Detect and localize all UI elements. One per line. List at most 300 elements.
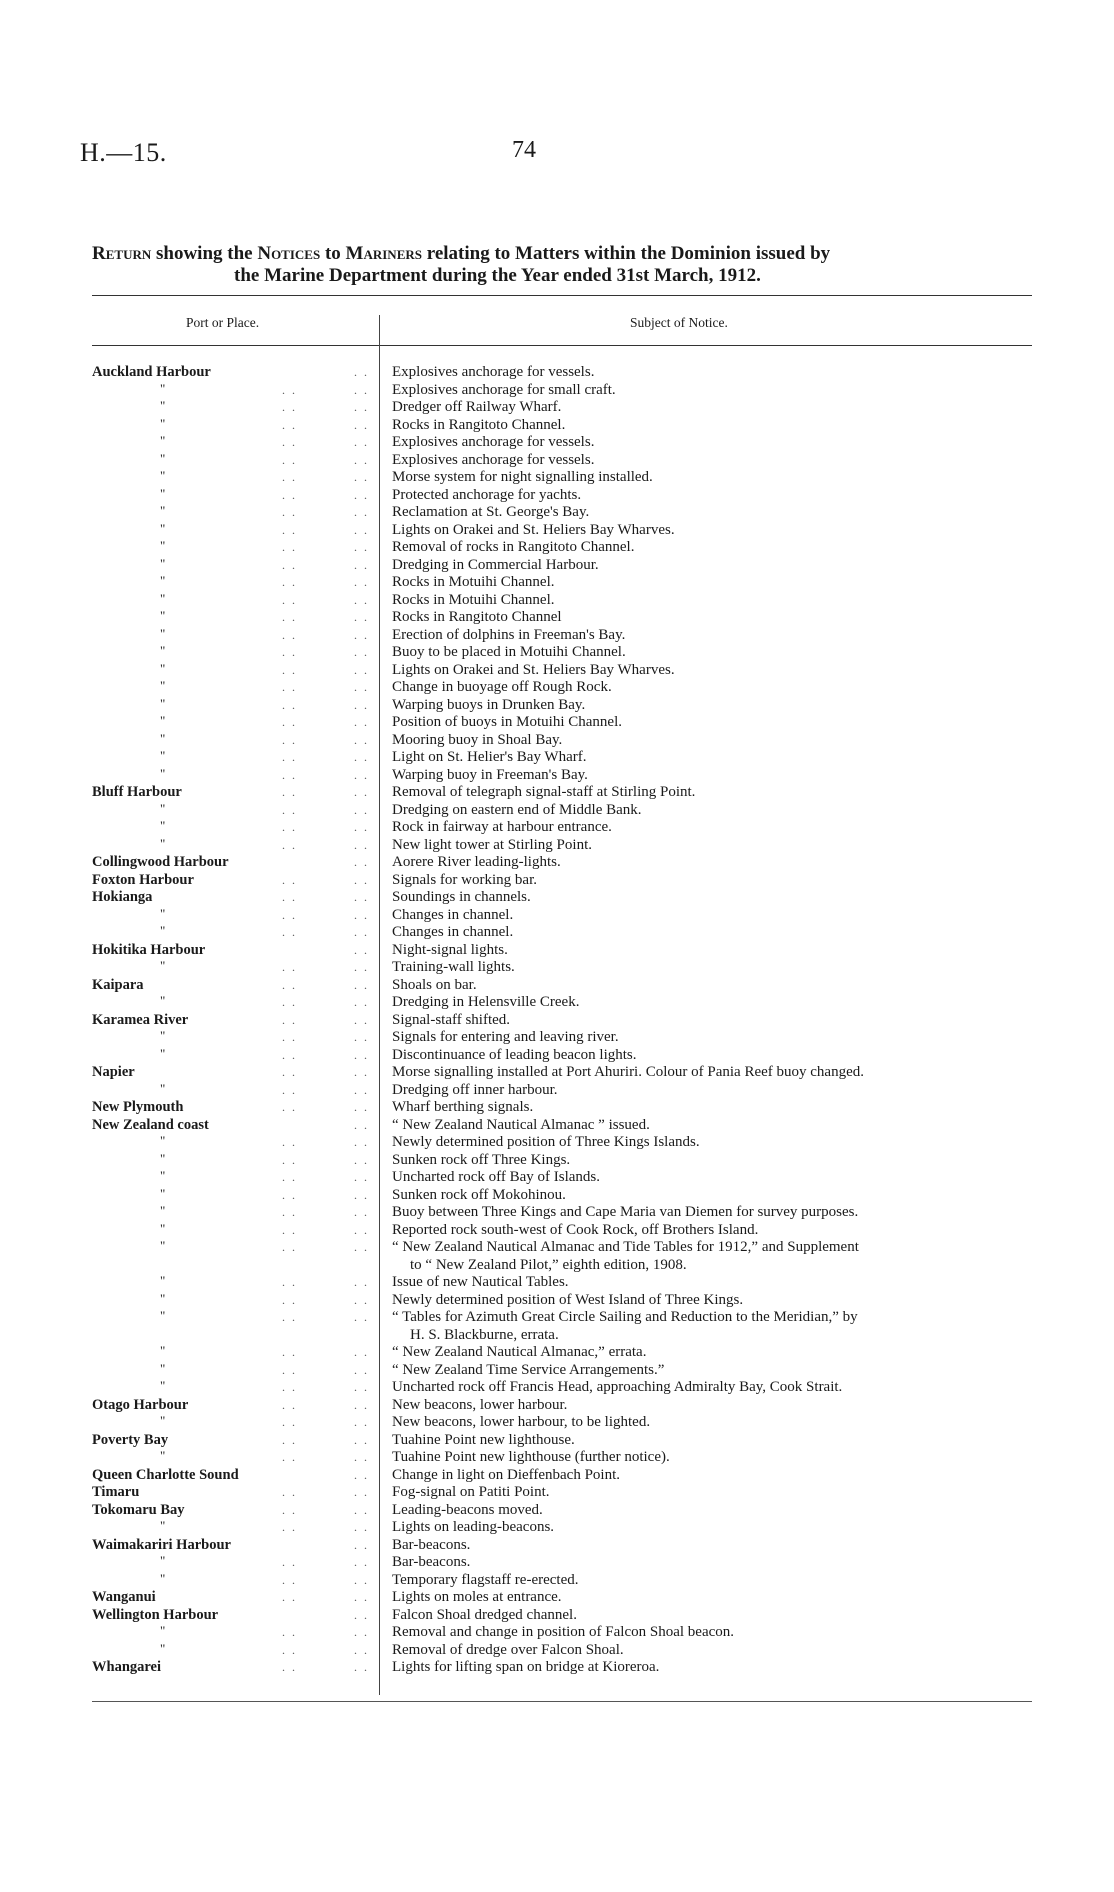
subject-of-notice xyxy=(392,1519,554,1537)
title-line-2: the Marine Department during the Year ended 31st March, 1912. xyxy=(234,265,761,286)
leader-dots: . . xyxy=(354,1047,369,1062)
ditto-mark: " xyxy=(160,1080,166,1096)
port-name: New Zealand coast xyxy=(92,1116,209,1133)
table-row xyxy=(92,749,1032,767)
ditto-mark: " xyxy=(160,1185,166,1201)
table-row xyxy=(92,1344,1032,1362)
ditto-mark: " xyxy=(160,555,166,571)
leader-dots: . . xyxy=(354,1345,369,1359)
table-row xyxy=(92,1029,1032,1047)
subject-continuation: to “ New Zealand Pilot,” eighth edition, 1908. xyxy=(410,1256,687,1273)
ditto-mark: " xyxy=(160,1413,166,1428)
ditto-mark: " xyxy=(160,1360,166,1376)
ditto-mark: " xyxy=(160,433,166,448)
port-name: Napier xyxy=(92,1064,135,1080)
leader-dots: . . xyxy=(354,1362,369,1377)
ditto-mark: " xyxy=(160,835,166,851)
table-row xyxy=(92,364,1032,382)
subject-of-notice xyxy=(392,487,581,505)
table-row xyxy=(92,1152,1032,1170)
leader-dots: . . xyxy=(282,1012,297,1027)
table-row xyxy=(92,1537,1032,1555)
leader-dots: . . xyxy=(282,522,297,537)
subject-text: Lights on moles at entrance. xyxy=(392,1589,562,1605)
table-row xyxy=(92,557,1032,575)
subject-text: Signals for working bar. xyxy=(392,871,537,888)
ditto-mark: " xyxy=(160,818,166,833)
leader-dots: . . xyxy=(282,977,297,992)
subject-of-notice xyxy=(392,1607,577,1625)
subject-text: Tuahine Point new lighthouse (further notice). xyxy=(392,1449,670,1465)
table-row xyxy=(92,1239,1032,1274)
ditto-mark: " xyxy=(160,1570,166,1586)
subject-text: New beacons, lower harbour, to be lighted. xyxy=(392,1414,651,1430)
subject-text: Rocks in Motuihi Channel. xyxy=(392,574,555,590)
leader-dots: . . xyxy=(354,767,369,782)
subject-text: Removal of telegraph signal-staff at Stirling Point. xyxy=(392,784,696,800)
leader-dots: . . xyxy=(282,435,297,449)
leader-dots: . . xyxy=(354,1450,369,1464)
leader-dots: . . xyxy=(282,1625,297,1639)
leader-dots: . . xyxy=(282,557,297,572)
port-name: New Plymouth xyxy=(92,1099,184,1115)
table-row xyxy=(92,1572,1032,1590)
table-row xyxy=(92,924,1032,942)
table-row xyxy=(92,994,1032,1012)
leader-dots: . . xyxy=(282,1520,297,1534)
subject-text: “ New Zealand Time Service Arrangements.” xyxy=(392,1361,665,1378)
subject-text: Signals for entering and leaving river. xyxy=(392,1029,619,1045)
leader-dots: . . xyxy=(354,627,369,642)
leader-dots: . . xyxy=(354,1537,369,1552)
ditto-mark: " xyxy=(160,1273,166,1288)
table-row xyxy=(92,1484,1032,1502)
leader-dots: . . xyxy=(354,470,369,484)
leader-dots: . . xyxy=(354,1222,369,1237)
leader-dots: . . xyxy=(354,1240,369,1254)
table-row xyxy=(92,697,1032,715)
table-row xyxy=(92,1187,1032,1205)
subject-of-notice xyxy=(392,1064,864,1082)
port-name: Collingwood Harbour xyxy=(92,854,229,870)
leader-dots: . . xyxy=(282,1240,297,1254)
leader-dots: . . xyxy=(354,1520,369,1534)
leader-dots: . . xyxy=(354,750,369,764)
subject-of-notice xyxy=(392,1169,600,1187)
leader-dots: . . xyxy=(354,1415,369,1429)
leader-dots: . . xyxy=(354,540,369,554)
subject-of-notice xyxy=(392,1362,664,1380)
subject-text: Rocks in Rangitoto Channel xyxy=(392,609,562,625)
table-row xyxy=(92,1274,1032,1292)
subject-of-notice xyxy=(392,889,531,907)
port-name: Queen Charlotte Sound xyxy=(92,1466,239,1483)
leader-dots: . . xyxy=(354,365,369,379)
leader-dots: . . xyxy=(354,960,369,974)
table-row xyxy=(92,574,1032,592)
leader-dots: . . xyxy=(282,610,297,624)
subject-text: “ New Zealand Nautical Almanac ” issued. xyxy=(392,1116,650,1133)
leader-dots: . . xyxy=(282,767,297,782)
subject-text: New light tower at Stirling Point. xyxy=(392,836,592,853)
leader-dots: . . xyxy=(282,1275,297,1289)
subject-text: Warping buoy in Freeman's Bay. xyxy=(392,766,588,783)
title-word-mariners: Mariners xyxy=(345,243,422,264)
leader-dots: . . xyxy=(354,645,369,659)
subject-of-notice xyxy=(392,382,616,400)
ditto-mark: " xyxy=(160,398,166,413)
table-row xyxy=(92,1012,1032,1030)
leader-dots: . . xyxy=(354,417,369,432)
leader-dots: . . xyxy=(354,925,369,939)
subject-text: Warping buoys in Drunken Bay. xyxy=(392,696,586,713)
table-row xyxy=(92,977,1032,995)
leader-dots: . . xyxy=(282,1135,297,1149)
subject-of-notice xyxy=(392,1537,470,1555)
subject-text: Soundings in channels. xyxy=(392,889,531,905)
port-name: Hokitika Harbour xyxy=(92,941,206,958)
subject-text: Removal of dredge over Falcon Shoal. xyxy=(392,1641,624,1658)
table-row xyxy=(92,679,1032,697)
subject-text: Position of buoys in Motuihi Channel. xyxy=(392,714,623,730)
subject-of-notice xyxy=(392,1012,510,1030)
subject-of-notice xyxy=(392,959,515,977)
subject-text: Reported rock south-west of Cook Rock, off Brothers Island. xyxy=(392,1221,759,1238)
subject-of-notice xyxy=(392,924,513,942)
port-name: Auckland Harbour xyxy=(92,364,211,380)
leader-dots: . . xyxy=(282,1432,297,1447)
title-word-notices: Notices xyxy=(257,243,321,264)
table-row xyxy=(92,889,1032,907)
table-row xyxy=(92,382,1032,400)
ditto-mark: " xyxy=(160,1378,166,1393)
subject-of-notice xyxy=(392,1099,533,1117)
table-row xyxy=(92,417,1032,435)
subject-text: Uncharted rock off Francis Head, approaching Admiralty Bay, Cook Strait. xyxy=(392,1379,843,1395)
subject-text: Newly determined position of West Island of Three Kings. xyxy=(392,1291,744,1308)
table-row xyxy=(92,1397,1032,1415)
table-row xyxy=(92,1659,1032,1677)
ditto-mark: " xyxy=(160,380,166,396)
leader-dots: . . xyxy=(354,1380,369,1394)
subject-text: Dredging on eastern end of Middle Bank. xyxy=(392,801,642,818)
ditto-mark: " xyxy=(160,450,166,466)
leader-dots: . . xyxy=(282,1205,297,1219)
table-row xyxy=(92,487,1032,505)
subject-of-notice xyxy=(392,767,588,785)
leader-dots: . . xyxy=(354,382,369,397)
leader-dots: . . xyxy=(282,925,297,939)
leader-dots: . . xyxy=(354,1012,369,1027)
leader-dots: . . xyxy=(354,1152,369,1167)
port-name: Timaru xyxy=(92,1484,140,1500)
subject-text: Night-signal lights. xyxy=(392,941,508,958)
leader-dots: . . xyxy=(282,1222,297,1237)
ditto-mark: " xyxy=(160,503,166,518)
leader-dots: . . xyxy=(282,1572,297,1587)
subject-of-notice xyxy=(392,784,695,802)
table-row xyxy=(92,539,1032,557)
leader-dots: . . xyxy=(282,487,297,502)
subject-of-notice xyxy=(392,1624,734,1642)
leader-dots: . . xyxy=(282,400,297,414)
leader-dots: . . xyxy=(282,995,297,1009)
page-number: 74 xyxy=(512,137,536,163)
subject-text: Change in light on Dieffenbach Point. xyxy=(392,1466,621,1483)
ditto-mark: " xyxy=(160,958,166,973)
notices-table-body xyxy=(92,364,1032,1677)
leader-dots: . . xyxy=(282,505,297,519)
subject-of-notice xyxy=(392,1572,578,1590)
table-top-rule xyxy=(92,295,1032,296)
leader-dots: . . xyxy=(282,1415,297,1429)
ditto-mark: " xyxy=(160,660,166,676)
leader-dots: . . xyxy=(282,575,297,589)
ditto-mark: " xyxy=(160,573,166,588)
table-row xyxy=(92,627,1032,645)
ditto-mark: " xyxy=(160,1640,166,1656)
leader-dots: . . xyxy=(354,1135,369,1149)
table-row xyxy=(92,1449,1032,1467)
document-reference: H.—15. xyxy=(80,138,167,167)
table-row xyxy=(92,907,1032,925)
leader-dots: . . xyxy=(282,382,297,397)
table-row xyxy=(92,1169,1032,1187)
subject-of-notice xyxy=(392,819,612,837)
leader-dots: . . xyxy=(354,1555,369,1569)
leader-dots: . . xyxy=(282,785,297,799)
subject-text: Issue of new Nautical Tables. xyxy=(392,1274,569,1290)
subject-of-notice xyxy=(392,1204,858,1222)
port-name: Wanganui xyxy=(92,1589,156,1605)
subject-of-notice xyxy=(392,749,586,767)
subject-text: Changes in channel. xyxy=(392,906,514,923)
subject-text: Lights on Orakei and St. Heliers Bay Wharves. xyxy=(392,521,675,538)
subject-of-notice xyxy=(392,714,622,732)
leader-dots: . . xyxy=(354,1642,369,1657)
leader-dots: . . xyxy=(354,400,369,414)
leader-dots: . . xyxy=(354,995,369,1009)
table-row xyxy=(92,1467,1032,1485)
ditto-mark: " xyxy=(160,1553,166,1568)
leader-dots: . . xyxy=(354,715,369,729)
leader-dots: . . xyxy=(354,435,369,449)
leader-dots: . . xyxy=(354,1397,369,1412)
subject-of-notice xyxy=(392,1082,558,1100)
subject-of-notice xyxy=(392,469,653,487)
subject-text: Bar-beacons. xyxy=(392,1536,471,1553)
leader-dots: . . xyxy=(282,872,297,887)
table-row xyxy=(92,942,1032,960)
subject-of-notice xyxy=(392,504,589,522)
leader-dots: . . xyxy=(354,1467,369,1482)
leader-dots: . . xyxy=(354,1082,369,1097)
subject-text: Dredging in Helensville Creek. xyxy=(392,994,580,1010)
table-row xyxy=(92,1379,1032,1397)
subject-of-notice xyxy=(392,1239,859,1274)
leader-dots: . . xyxy=(282,1397,297,1412)
leader-dots: . . xyxy=(282,820,297,834)
subject-of-notice xyxy=(392,557,599,575)
subject-of-notice xyxy=(392,1589,562,1607)
leader-dots: . . xyxy=(354,1100,369,1114)
ditto-mark: " xyxy=(160,905,166,921)
leader-dots: . . xyxy=(282,1450,297,1464)
port-name: Foxton Harbour xyxy=(92,871,194,888)
subject-of-notice xyxy=(392,872,537,890)
leader-dots: . . xyxy=(282,1065,297,1079)
leader-dots: . . xyxy=(354,1275,369,1289)
leader-dots: . . xyxy=(282,1082,297,1097)
ditto-mark: " xyxy=(160,993,166,1008)
leader-dots: . . xyxy=(282,417,297,432)
table-row xyxy=(92,609,1032,627)
leader-dots: . . xyxy=(282,452,297,467)
table-row xyxy=(92,1204,1032,1222)
port-name: Waimakariri Harbour xyxy=(92,1536,231,1553)
table-row xyxy=(92,1082,1032,1100)
ditto-mark: " xyxy=(160,678,166,693)
subject-of-notice xyxy=(392,1292,743,1310)
ditto-mark: " xyxy=(160,1168,166,1183)
column-header-port: Port or Place. xyxy=(186,315,260,330)
leader-dots: . . xyxy=(282,837,297,852)
table-row xyxy=(92,767,1032,785)
leader-dots: . . xyxy=(354,610,369,624)
leader-dots: . . xyxy=(354,942,369,957)
leader-dots: . . xyxy=(354,505,369,519)
leader-dots: . . xyxy=(282,750,297,764)
subject-text: Explosives anchorage for vessels. xyxy=(392,364,595,380)
title-line-1 xyxy=(92,243,1022,265)
table-row xyxy=(92,732,1032,750)
table-row xyxy=(92,1519,1032,1537)
leader-dots: . . xyxy=(282,1485,297,1499)
header-bottom-rule xyxy=(92,345,1032,346)
subject-text: Bar-beacons. xyxy=(392,1554,471,1570)
subject-of-notice xyxy=(392,662,675,680)
subject-of-notice xyxy=(392,1642,624,1660)
table-row xyxy=(92,399,1032,417)
table-row xyxy=(92,592,1032,610)
ditto-mark: " xyxy=(160,538,166,553)
subject-of-notice xyxy=(392,854,561,872)
subject-of-notice xyxy=(392,1484,550,1502)
port-name: Wellington Harbour xyxy=(92,1606,219,1623)
leader-dots: . . xyxy=(354,1117,369,1132)
subject-text: Discontinuance of leading beacon lights. xyxy=(392,1046,637,1063)
leader-dots: . . xyxy=(282,1047,297,1062)
table-row xyxy=(92,1099,1032,1117)
subject-text: Rocks in Rangitoto Channel. xyxy=(392,416,566,433)
leader-dots: . . xyxy=(282,697,297,712)
subject-text: Buoy between Three Kings and Cape Maria van Diemen for survey purposes. xyxy=(392,1204,859,1220)
subject-of-notice xyxy=(392,1397,567,1415)
table-row xyxy=(92,1134,1032,1152)
port-name: Kaipara xyxy=(92,976,144,993)
leader-dots: . . xyxy=(282,1030,297,1044)
return-title xyxy=(92,243,1022,287)
ditto-mark: " xyxy=(160,713,166,728)
subject-text: Leading-beacons moved. xyxy=(392,1501,543,1518)
subject-of-notice xyxy=(392,417,565,435)
leader-dots: . . xyxy=(354,592,369,607)
title-text-c: relating to Matters within the Dominion issued by xyxy=(421,243,831,264)
leader-dots: . . xyxy=(354,820,369,834)
subject-text: “ Tables for Azimuth Great Circle Sailing and Reduction to the Meridian,” by xyxy=(392,1309,858,1325)
subject-text: Removal of rocks in Rangitoto Channel. xyxy=(392,539,635,555)
port-name: Bluff Harbour xyxy=(92,784,182,800)
subject-of-notice xyxy=(392,1502,543,1520)
table-row xyxy=(92,802,1032,820)
subject-text: Wharf berthing signals. xyxy=(392,1099,534,1115)
subject-text: Rocks in Motuihi Channel. xyxy=(392,591,555,608)
leader-dots: . . xyxy=(282,1642,297,1657)
subject-text: Shoals on bar. xyxy=(392,976,477,993)
leader-dots: . . xyxy=(354,855,369,869)
ditto-mark: " xyxy=(160,695,166,711)
leader-dots: . . xyxy=(354,872,369,887)
leader-dots: . . xyxy=(282,1660,297,1674)
table-row xyxy=(92,837,1032,855)
leader-dots: . . xyxy=(354,890,369,904)
leader-dots: . . xyxy=(354,1065,369,1079)
leader-dots: . . xyxy=(282,1187,297,1202)
leader-dots: . . xyxy=(354,1187,369,1202)
subject-of-notice xyxy=(392,1414,650,1432)
subject-text: Light on St. Helier's Bay Wharf. xyxy=(392,749,587,765)
subject-text: “ New Zealand Nautical Almanac and Tide Tables for 1912,” and Supplement xyxy=(392,1239,859,1255)
subject-of-notice xyxy=(392,732,562,750)
subject-of-notice xyxy=(392,977,477,995)
subject-of-notice xyxy=(392,837,592,855)
subject-of-notice xyxy=(392,1274,569,1292)
leader-dots: . . xyxy=(282,715,297,729)
subject-of-notice xyxy=(392,697,585,715)
leader-dots: . . xyxy=(354,1310,369,1324)
subject-of-notice xyxy=(392,994,579,1012)
table-row xyxy=(92,1432,1032,1450)
table-row xyxy=(92,504,1032,522)
subject-text: Change in buoyage off Rough Rock. xyxy=(392,679,612,695)
table-row xyxy=(92,1554,1032,1572)
table-row xyxy=(92,1607,1032,1625)
leader-dots: . . xyxy=(282,1362,297,1377)
table-row xyxy=(92,1309,1032,1344)
ditto-mark: " xyxy=(160,520,166,536)
ditto-mark: " xyxy=(160,1343,166,1358)
leader-dots: . . xyxy=(282,680,297,694)
subject-of-notice xyxy=(392,1379,842,1397)
subject-of-notice xyxy=(392,1152,570,1170)
leader-dots: . . xyxy=(282,662,297,677)
port-name: Whangarei xyxy=(92,1659,162,1675)
ditto-mark: " xyxy=(160,1238,166,1253)
subject-of-notice xyxy=(392,609,562,627)
leader-dots: . . xyxy=(282,645,297,659)
leader-dots: . . xyxy=(354,1030,369,1044)
leader-dots: . . xyxy=(354,1607,369,1622)
table-row xyxy=(92,452,1032,470)
leader-dots: . . xyxy=(282,802,297,817)
leader-dots: . . xyxy=(354,557,369,572)
subject-of-notice xyxy=(392,574,555,592)
subject-of-notice xyxy=(392,627,625,645)
leader-dots: . . xyxy=(282,540,297,554)
table-row xyxy=(92,522,1032,540)
subject-text: Explosives anchorage for small craft. xyxy=(392,381,616,398)
ditto-mark: " xyxy=(160,1448,166,1463)
